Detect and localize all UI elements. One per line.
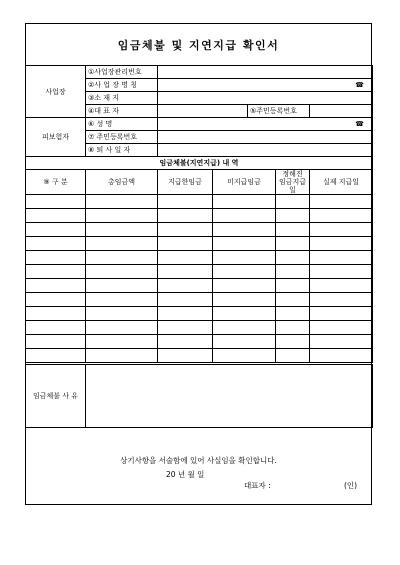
detail-row bbox=[26, 265, 373, 279]
detail-cell[interactable] bbox=[310, 209, 373, 223]
biz-reg-no-label: ①사업장관리번호 bbox=[86, 66, 158, 79]
detail-cell[interactable] bbox=[158, 237, 213, 251]
address-label: ③소 재 지 bbox=[86, 92, 158, 105]
detail-cell[interactable] bbox=[26, 307, 86, 321]
insured-section-label: 피보험자 bbox=[26, 118, 86, 157]
detail-cell[interactable] bbox=[276, 237, 310, 251]
name-field[interactable] bbox=[158, 118, 373, 131]
detail-cell[interactable] bbox=[158, 251, 213, 265]
detail-cell[interactable] bbox=[213, 195, 276, 209]
rep-label: ④대 표 자 bbox=[86, 105, 158, 118]
detail-cell[interactable] bbox=[276, 265, 310, 279]
detail-row bbox=[26, 307, 373, 321]
form-title: 임금체불 및 지연지급 확인서 bbox=[26, 24, 371, 66]
detail-cell[interactable] bbox=[158, 195, 213, 209]
confirm-statement: 상기사항을 서술함에 있어 사실임을 확인합니다. bbox=[120, 456, 277, 465]
detail-cell[interactable] bbox=[213, 237, 276, 251]
detail-cell[interactable] bbox=[26, 349, 86, 363]
detail-cell[interactable] bbox=[213, 293, 276, 307]
reason-field[interactable] bbox=[86, 365, 373, 428]
col-category: ⑨ 구 분 bbox=[26, 170, 86, 195]
rep-id-field[interactable] bbox=[310, 105, 373, 118]
detail-row bbox=[26, 293, 373, 307]
detail-cell[interactable] bbox=[213, 251, 276, 265]
detail-cell[interactable] bbox=[86, 237, 158, 251]
phone-icon: ☎ bbox=[355, 120, 364, 128]
detail-cell[interactable] bbox=[276, 223, 310, 237]
detail-cell[interactable] bbox=[276, 293, 310, 307]
insured-row-1 bbox=[26, 118, 373, 131]
detail-row bbox=[26, 279, 373, 293]
reason-label: 임금체불 사 유 bbox=[26, 365, 86, 428]
detail-row bbox=[26, 237, 373, 251]
detail-cell[interactable] bbox=[26, 321, 86, 335]
detail-cell[interactable] bbox=[26, 265, 86, 279]
detail-cell[interactable] bbox=[213, 349, 276, 363]
detail-cell[interactable] bbox=[276, 209, 310, 223]
detail-cell[interactable] bbox=[276, 251, 310, 265]
rep-signature-label: 대표자 : bbox=[244, 481, 271, 490]
detail-cell[interactable] bbox=[310, 293, 373, 307]
detail-cell[interactable] bbox=[26, 195, 86, 209]
detail-row bbox=[26, 195, 373, 209]
detail-cell[interactable] bbox=[158, 293, 213, 307]
detail-cell[interactable] bbox=[213, 321, 276, 335]
detail-cell[interactable] bbox=[26, 335, 86, 349]
detail-cell[interactable] bbox=[86, 307, 158, 321]
detail-cell[interactable] bbox=[158, 265, 213, 279]
employer-row-1 bbox=[26, 66, 373, 79]
biz-name-field[interactable] bbox=[158, 79, 373, 92]
detail-cell[interactable] bbox=[213, 307, 276, 321]
detail-row bbox=[26, 349, 373, 363]
detail-cell[interactable] bbox=[26, 293, 86, 307]
detail-cell[interactable] bbox=[310, 321, 373, 335]
detail-cell[interactable] bbox=[310, 265, 373, 279]
wage-arrears-form bbox=[25, 23, 372, 505]
detail-cell[interactable] bbox=[310, 349, 373, 363]
detail-cell[interactable] bbox=[86, 195, 158, 209]
detail-cell[interactable] bbox=[26, 223, 86, 237]
detail-cell[interactable] bbox=[276, 321, 310, 335]
form-grid bbox=[25, 65, 373, 363]
detail-cell[interactable] bbox=[158, 307, 213, 321]
detail-cell[interactable] bbox=[86, 279, 158, 293]
column-header-row bbox=[26, 170, 373, 195]
col-scheduled-pay-date: 정해진 임금지급일 bbox=[276, 170, 310, 195]
detail-cell[interactable] bbox=[86, 349, 158, 363]
detail-row bbox=[26, 223, 373, 237]
detail-cell[interactable] bbox=[310, 237, 373, 251]
rep-field[interactable] bbox=[158, 105, 248, 118]
detail-row bbox=[26, 209, 373, 223]
detail-cell[interactable] bbox=[310, 195, 373, 209]
detail-cell[interactable] bbox=[86, 293, 158, 307]
detail-cell[interactable] bbox=[310, 251, 373, 265]
seal-mark: (인) bbox=[344, 481, 358, 490]
detail-cell[interactable] bbox=[213, 223, 276, 237]
detail-cell[interactable] bbox=[158, 209, 213, 223]
detail-cell[interactable] bbox=[86, 321, 158, 335]
phone-icon: ☎ bbox=[355, 81, 364, 89]
detail-cell[interactable] bbox=[276, 279, 310, 293]
detail-cell[interactable] bbox=[276, 335, 310, 349]
detail-cell[interactable] bbox=[26, 237, 86, 251]
detail-cell[interactable] bbox=[26, 251, 86, 265]
detail-cell[interactable] bbox=[86, 335, 158, 349]
detail-cell[interactable] bbox=[213, 335, 276, 349]
detail-row bbox=[26, 251, 373, 265]
biz-name-label: ②사 업 장 명 칭 bbox=[86, 79, 158, 92]
detail-cell[interactable] bbox=[310, 223, 373, 237]
detail-cell[interactable] bbox=[158, 321, 213, 335]
col-actual-pay-date: 실제 지급일 bbox=[310, 170, 373, 195]
rep-id-label: ⑤주민등록번호 bbox=[248, 105, 310, 118]
detail-cell[interactable] bbox=[310, 335, 373, 349]
col-total-wage: 총임금액 bbox=[86, 170, 158, 195]
reason-table bbox=[25, 364, 373, 428]
col-unpaid-wage: 미지급임금 bbox=[213, 170, 276, 195]
detail-cell[interactable] bbox=[276, 195, 310, 209]
detail-cell[interactable] bbox=[276, 307, 310, 321]
biz-reg-no-field[interactable] bbox=[158, 66, 373, 79]
confirmation-footer bbox=[26, 428, 371, 504]
detail-cell[interactable] bbox=[158, 223, 213, 237]
detail-cell[interactable] bbox=[213, 209, 276, 223]
leave-date-field[interactable] bbox=[158, 144, 373, 157]
detail-cell[interactable] bbox=[310, 279, 373, 293]
detail-cell[interactable] bbox=[158, 349, 213, 363]
detail-cell[interactable] bbox=[86, 265, 158, 279]
detail-header: 임금체불(지연지급) 내 역 bbox=[26, 157, 373, 170]
detail-cell[interactable] bbox=[213, 265, 276, 279]
address-field[interactable] bbox=[158, 92, 373, 105]
detail-cell[interactable] bbox=[26, 279, 86, 293]
detail-cell[interactable] bbox=[276, 349, 310, 363]
detail-cell[interactable] bbox=[86, 223, 158, 237]
detail-cell[interactable] bbox=[213, 279, 276, 293]
col-paid-wage: 지급한임금 bbox=[158, 170, 213, 195]
detail-row bbox=[26, 321, 373, 335]
detail-header-row bbox=[26, 157, 373, 170]
id-no-label: ⑦ 주민등록번호 bbox=[86, 131, 158, 144]
detail-row bbox=[26, 335, 373, 349]
detail-cell[interactable] bbox=[86, 209, 158, 223]
detail-cell[interactable] bbox=[158, 279, 213, 293]
id-no-field[interactable] bbox=[158, 131, 373, 144]
confirm-date: 20 년 월 일 bbox=[166, 470, 205, 479]
employer-section-label: 사업장 bbox=[26, 66, 86, 118]
detail-cell[interactable] bbox=[86, 251, 158, 265]
name-label: ⑥ 성 명 bbox=[86, 118, 158, 131]
leave-date-label: ⑧ 퇴 사 일 자 bbox=[86, 144, 158, 157]
detail-cell[interactable] bbox=[158, 335, 213, 349]
detail-cell[interactable] bbox=[310, 307, 373, 321]
detail-cell[interactable] bbox=[26, 209, 86, 223]
